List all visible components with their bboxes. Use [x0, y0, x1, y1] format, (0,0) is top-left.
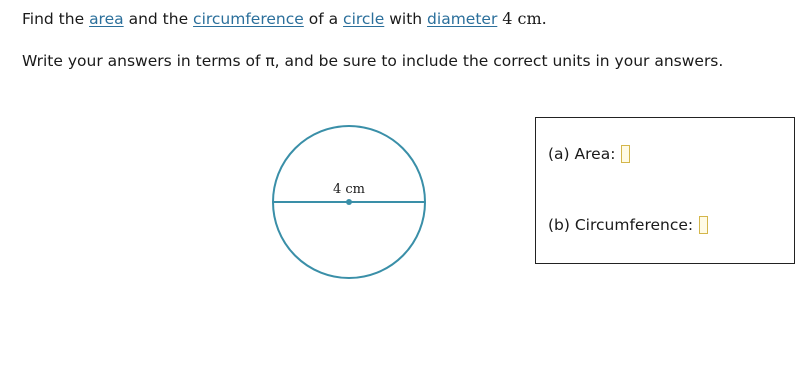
- question-text-find: Find the: [22, 10, 85, 28]
- area-input[interactable]: [621, 145, 630, 163]
- area-answer-label: (a) Area:: [548, 145, 616, 163]
- question-period: .: [541, 9, 547, 28]
- circumference-link[interactable]: circumference: [193, 10, 304, 28]
- question-text-and: and the: [128, 10, 189, 28]
- area-answer-row: [548, 145, 630, 163]
- center-point: [346, 199, 352, 205]
- circle-link[interactable]: circle: [343, 10, 385, 28]
- diameter-link[interactable]: diameter: [427, 10, 498, 28]
- circumference-input[interactable]: [699, 216, 708, 234]
- question-text-of: of a: [308, 10, 339, 28]
- diameter-value: 4 cm: [502, 9, 542, 28]
- circumference-answer-row: [548, 216, 708, 234]
- area-link[interactable]: area: [89, 10, 124, 28]
- answer-panel: [535, 117, 795, 264]
- circle-diagram: [260, 118, 440, 288]
- circle-figure: [260, 118, 440, 288]
- circumference-answer-label: (b) Circumference:: [548, 216, 694, 234]
- question-text-with: with: [389, 10, 423, 28]
- instruction-text: Write your answers in terms of π, and be sure to include the correct units in your answers.: [22, 52, 724, 70]
- question-line: [22, 9, 547, 28]
- diameter-label: 4 cm: [332, 182, 366, 197]
